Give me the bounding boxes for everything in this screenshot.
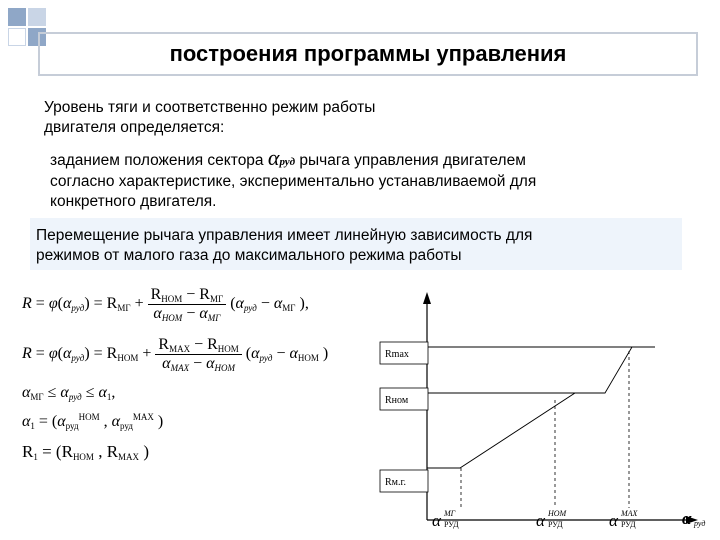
rmg-label: Rм.г.: [385, 477, 406, 488]
formula-2: $R = \varphi(\alpha_{руд}) = R_{НОМ}$ + $\frac{R_{MAX} - R_{НОМ}}{\alpha_{MAX} - \alpha_{НОМ}}$ ($\alpha_{руд} - \alpha_{НОМ}$ ): [22, 336, 329, 373]
rnom-label: Rном: [385, 395, 409, 406]
formula-5: $R_1 = (R_{НОМ}$ , $R_{МАХ}$ ): [22, 442, 149, 462]
intro-text: Уровень тяги и соответственно режим работы двигателя определяется:: [44, 99, 376, 136]
program-line: [427, 347, 632, 468]
x-nom-sub: РУД: [548, 520, 563, 529]
page-title: построения программы управления: [38, 32, 698, 76]
alpha-rud-symbol: αруд: [267, 145, 296, 170]
y-axis-arrow: [423, 292, 431, 304]
formula-1: $R = \varphi(\alpha_{руд}) = R_{МГ}$ + $\frac{R_{НОМ} - R_{МГ}}{\alpha_{НОМ} - \alpha_{МГ}}$ ($\alpha_{руд} - \alpha_{МГ}$ ),: [22, 286, 309, 323]
alpha-rud-axis-symbol: α: [682, 509, 692, 528]
formula-4: $\alpha_1 = (\alpha_{руд}^{НОМ}$ , $\alpha_{руд}^{МАХ}$ ): [22, 412, 164, 431]
x-nom-sup: НОМ: [548, 509, 567, 518]
formula-3: $\alpha_{МГ} \le \alpha_{руд} \le \alpha_1$,: [22, 384, 116, 402]
x-mg-sub: РУД: [444, 520, 459, 529]
x-axis-label: руд: [694, 519, 706, 528]
rmax-label: Rmax: [385, 349, 409, 360]
x-max-sup: МАХ: [621, 509, 638, 518]
highlight-text: Перемещение рычага управления имеет линейную зависимость для режимов от малого газа до максимального режима работы: [36, 227, 533, 264]
alpha-mg-symbol: α: [432, 511, 441, 530]
alpha-max-symbol: α: [609, 511, 618, 530]
bullet-text: заданием положения сектора αруд рычага управления двигателем согласно характеристике, экспериментально устанавливаемой для конкретного двигателя.: [50, 145, 537, 210]
x-mg-sup: МГ: [444, 509, 456, 518]
alpha-nom-symbol: α: [536, 511, 545, 530]
x-max-sub: РУД: [621, 520, 636, 529]
